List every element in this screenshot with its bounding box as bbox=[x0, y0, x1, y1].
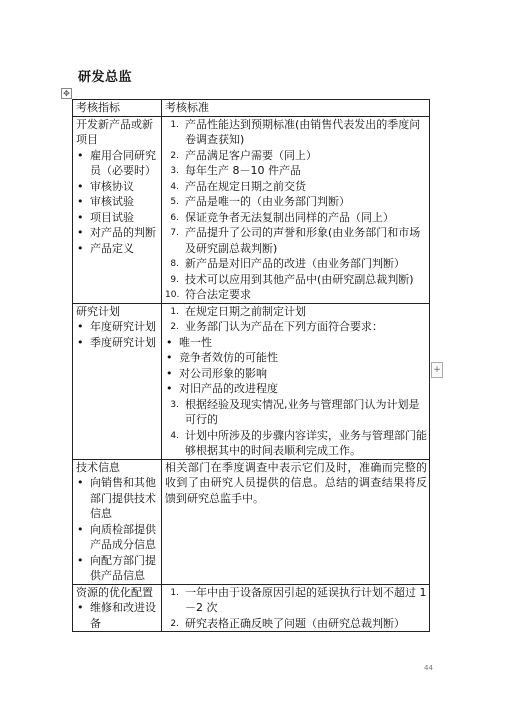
list-item: • 向配方部门提供产品信息 bbox=[76, 553, 159, 584]
list-item: • 审核协议 bbox=[76, 179, 159, 195]
list-item: 10. 符合法定要求 bbox=[165, 288, 251, 301]
table-row bbox=[73, 116, 430, 303]
header-standard: 考核标准 bbox=[162, 100, 430, 117]
list-item: 1. 在规定日期之前制定计划 bbox=[170, 304, 306, 318]
indicator-list bbox=[76, 475, 159, 584]
list-item: • 产品定义 bbox=[76, 241, 159, 257]
list-item: • 季度研究计划 bbox=[76, 335, 159, 351]
list-item: • 对公司形象的影响 bbox=[165, 366, 427, 382]
indicator-list bbox=[76, 600, 159, 631]
table-row bbox=[73, 303, 430, 459]
standard-list bbox=[165, 585, 427, 632]
list-item: 4. 产品在规定日期之前交货 bbox=[170, 179, 306, 193]
indicator-cell bbox=[73, 116, 162, 303]
list-item: • 维修和改进设备 bbox=[76, 600, 159, 631]
standard-cell bbox=[162, 116, 430, 303]
indicator-cell bbox=[73, 584, 162, 632]
standard-cell bbox=[162, 303, 430, 459]
standard-list bbox=[165, 117, 427, 303]
list-item: • 向质检部提供产品成分信息 bbox=[76, 522, 159, 553]
list-item: 5. 产品是唯一的（由业务部门判断） bbox=[170, 195, 350, 208]
plus-icon[interactable]: + bbox=[431, 362, 443, 378]
list-item: 2. 研究表格正确反映了问题（由研究总裁判断） bbox=[170, 616, 405, 630]
standard-paragraph: 相关部门在季度调查中表示它们及时，准确而完整的收到了由研究人员提供的信息。总结的调查结果将反馈到研究总监手中。 bbox=[165, 460, 427, 505]
move-icon[interactable]: ✥ bbox=[61, 88, 72, 99]
sub-bullet-list bbox=[165, 335, 427, 397]
list-item: 2. 业务部门认为产品在下列方面符合要求： bbox=[170, 320, 383, 333]
assessment-table bbox=[72, 99, 430, 632]
indicator-list bbox=[76, 319, 159, 350]
list-item: • 审核试验 bbox=[76, 194, 159, 210]
standard-list bbox=[165, 304, 427, 335]
page-number: 44 bbox=[424, 664, 433, 672]
table-row bbox=[73, 584, 430, 632]
list-item: 9. 技术可以应用到其他产品中(由研究副总裁判断) bbox=[170, 272, 414, 286]
page-title: 研发总监 bbox=[78, 70, 133, 85]
list-item: • 竞争者效仿的可能性 bbox=[165, 350, 427, 366]
list-item: 7. 产品提升了公司的声誉和形象(由业务部门和市场及研究副总裁判断) bbox=[170, 226, 421, 255]
table-header-row bbox=[73, 100, 430, 117]
list-item: • 对产品的判断 bbox=[76, 225, 159, 241]
indicator-list bbox=[76, 148, 159, 257]
indicator-title: 开发新产品或新项目 bbox=[76, 117, 153, 146]
indicator-cell bbox=[73, 303, 162, 459]
standard-cell bbox=[162, 459, 430, 584]
list-item: • 年度研究计划 bbox=[76, 319, 159, 335]
list-item: 8. 新产品是对旧产品的改进（由业务部门判断） bbox=[170, 257, 405, 270]
standard-list bbox=[165, 397, 427, 459]
list-item: 3. 每年生产 8－10 件产品 bbox=[170, 164, 301, 177]
list-item: 6. 保证竞争者无法复制出同样的产品（同上） bbox=[170, 210, 394, 224]
list-item: • 唯一性 bbox=[165, 335, 427, 351]
list-item: 1. 一年中由于设备原因引起的延误执行计划不超过 1－2 次 bbox=[170, 585, 427, 614]
indicator-title: 研究计划 bbox=[76, 304, 120, 318]
indicator-title: 技术信息 bbox=[76, 460, 120, 474]
list-item: • 向销售和其他部门提供技术信息 bbox=[76, 475, 159, 522]
header-indicator: 考核指标 bbox=[73, 100, 162, 117]
list-item: • 对旧产品的改进程度 bbox=[165, 381, 427, 397]
list-item: 4. 计划中所涉及的步骤内容详实，业务与管理部门能够根据其中的时间表顺利完成工作。 bbox=[170, 428, 427, 457]
indicator-cell bbox=[73, 459, 162, 584]
standard-cell bbox=[162, 584, 430, 632]
list-item: • 雇用合同研究员（必要时） bbox=[76, 148, 159, 179]
table-row bbox=[73, 459, 430, 584]
list-item: • 项目试验 bbox=[76, 210, 159, 226]
list-item: 3. 根据经验及现实情况,业务与管理部门认为计划是可行的 bbox=[170, 397, 420, 426]
list-item: 2. 产品满足客户需要（同上） bbox=[170, 148, 317, 162]
indicator-title: 资源的优化配置 bbox=[76, 585, 153, 599]
list-item: 1. 产品性能达到预期标准(由销售代表发出的季度问卷调查获知) bbox=[170, 117, 421, 146]
